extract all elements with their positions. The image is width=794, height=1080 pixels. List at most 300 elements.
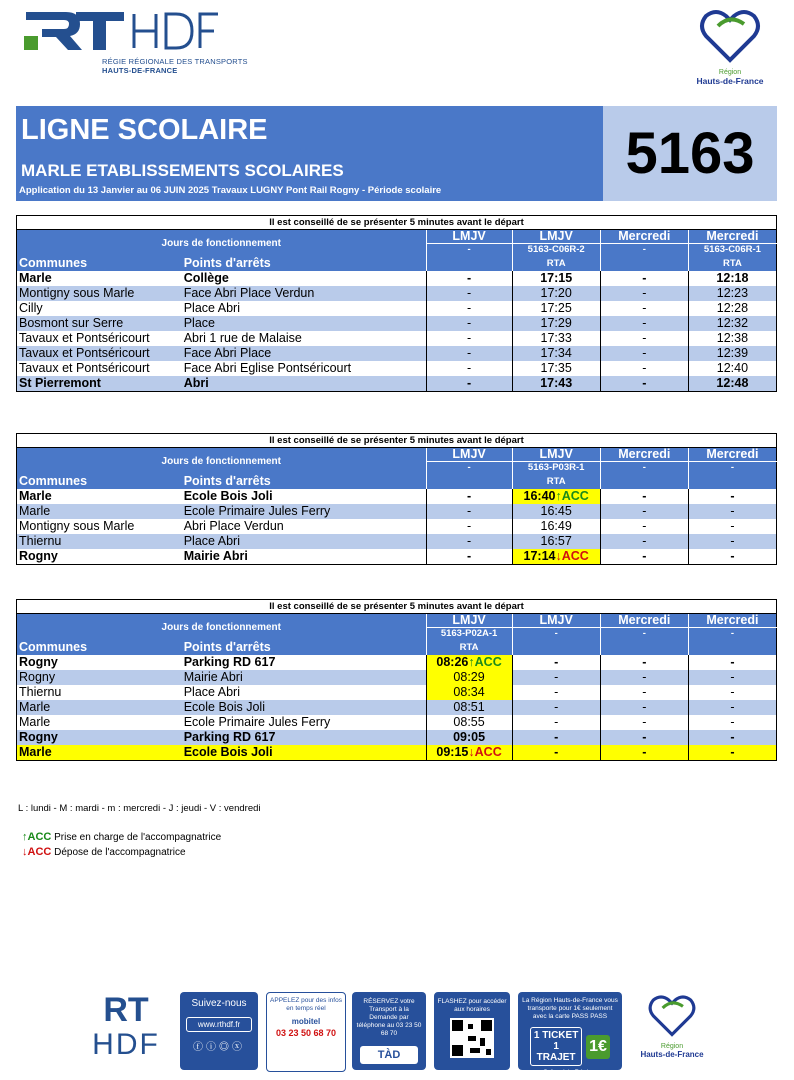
table-row [17,700,777,715]
time-value: 12:48 [716,376,749,390]
time-cell [512,271,600,286]
mobitel-phone[interactable]: 03 23 50 68 70 [275,1028,337,1038]
tad-brand: TÀD [360,1046,418,1064]
time-cell [688,376,776,392]
acc-dropoff-mark: ↓ACC [555,549,589,563]
time-cell [426,271,512,286]
commune-cell: Rogny [17,670,182,685]
time-value: - [730,700,735,714]
days-header-row [17,448,777,462]
service-days: LMJV [426,614,512,628]
time-cell [426,670,512,685]
stop-cell: Ecole Bois Joli [182,700,426,715]
operator-code [426,474,512,489]
time-cell [426,316,512,331]
region-line2: Hauts-de-France [696,76,764,86]
commune-cell: Marle [17,700,182,715]
table-row [17,316,777,331]
website-link[interactable]: www.rthdf.fr [186,1017,252,1032]
course-code: - [600,244,688,257]
time-cell [688,534,776,549]
time-value: 17:20 [540,286,572,300]
operator-code: RTA [512,474,600,489]
time-value: - [466,504,472,518]
time-cell [512,301,600,316]
time-cell [512,346,600,361]
stop-cell: Abri Place Verdun [183,519,284,533]
time-value: - [730,519,735,533]
instagram-icon[interactable]: ◎ [219,1042,232,1053]
commune-cell: Rogny [17,730,182,745]
acc-down-text: Dépose de l'accompagnatrice [54,847,186,858]
commune-cell: St Pierremont [17,376,182,392]
table-row [17,271,777,286]
commune-cell: Rogny [19,549,58,563]
qr-text: FLASHEZ pour accéder aux horaires [437,998,507,1013]
time-cell [426,715,512,730]
communes-header: Communes [17,640,182,655]
stop-cell: Abri [182,376,426,392]
operator-code [600,256,688,271]
course-code: 5163-P03R-1 [512,462,600,475]
time-cell [512,519,600,534]
time-value: - [642,549,647,563]
course-code: - [512,628,600,641]
time-value: 16:57 [540,534,572,548]
table-row [17,534,777,549]
days-legend: L : lundi - M : mardi - m : mercredi - J : jeudi - V : vendredi [18,803,261,814]
stop-cell: Parking RD 617 [182,730,426,745]
acc-legend [22,830,221,860]
operator-code [426,256,512,271]
line-type: LIGNE SCOLAIRE [21,114,268,146]
stop-cell: Face Abri Place [182,346,426,361]
time-cell [512,670,600,685]
time-cell [512,489,600,504]
time-value: - [642,700,647,714]
time-value: - [466,346,472,360]
footer-rthdf-logo [86,992,166,1070]
time-cell [688,519,776,534]
time-cell [512,685,600,700]
social-icons[interactable] [180,1038,258,1053]
line-period: Application du 13 Janvier au 06 JUIN 2025 Travaux LUGNY Pont Rail Rogny - Période scolaire [19,185,442,196]
region-logo [680,6,780,88]
time-value: - [642,331,647,345]
time-cell [512,655,600,670]
stop-cell: Place [182,316,426,331]
ticket-sub: Grâce à la Région, [542,1069,598,1076]
time-cell [688,286,776,301]
table-row [17,655,777,670]
time-value: - [554,700,559,714]
time-value: 12:38 [716,331,749,345]
table-row [17,331,777,346]
time-cell [688,730,776,745]
stops-header: Points d'arrêts [182,256,426,271]
time-value: - [642,286,647,300]
commune-cell: Montigny sous Marle [17,286,182,301]
stop-cell: Abri 1 rue de Malaise [183,331,302,345]
stop-cell: Parking RD 617 [183,655,276,669]
service-days: LMJV [426,448,512,462]
operator-code [512,640,600,655]
time-value: - [642,316,647,330]
ticket-panel [518,992,622,1076]
notice-row [17,600,777,614]
facebook-icon[interactable]: ⓕ [193,1042,206,1053]
time-cell [426,346,512,361]
days-label: Jours de fonctionnement [17,448,427,475]
time-cell [688,316,776,331]
time-cell [688,655,776,670]
time-value: - [642,376,647,390]
stop-cell: Ecole Bois Joli [183,489,273,503]
commune-cell: Marle [17,504,182,519]
time-cell [512,715,600,730]
acc-up-mark: ↑ACC [22,831,52,843]
time-value: - [642,504,647,518]
time-cell [600,271,688,286]
time-cell [426,286,512,301]
mobitel-panel [266,992,346,1072]
time-cell [426,376,512,392]
stops-header: Points d'arrêts [182,640,426,655]
time-cell [688,361,776,376]
time-cell [426,519,512,534]
time-cell [688,700,776,715]
commune-cell: Marle [19,271,52,285]
time-cell [688,504,776,519]
time-value: 08:26 [436,655,469,669]
linkedin-icon[interactable]: ⓘ [206,1042,219,1053]
time-cell [600,316,688,331]
time-cell [426,655,512,670]
time-cell [426,549,512,565]
time-cell [426,301,512,316]
table-row [17,745,777,761]
service-days: LMJV [512,448,600,462]
footer-region-heart-icon [647,992,697,1038]
time-value: - [466,286,472,300]
time-value: - [466,271,472,285]
course-code: - [426,244,512,257]
time-cell [426,504,512,519]
commune-cell: Marle [19,489,52,503]
service-days: LMJV [426,230,512,244]
course-code: - [688,462,776,475]
time-value: - [466,534,472,548]
course-code: - [600,462,688,475]
time-value: - [642,534,647,548]
time-value: 17:33 [540,331,572,345]
time-value: 17:14 [523,549,556,563]
time-value: 12:32 [716,316,749,330]
follow-us-panel [180,992,258,1070]
stop-cell: Ecole Primaire Jules Ferry [183,715,331,729]
days-label: Jours de fonctionnement [17,230,427,257]
time-cell [600,519,688,534]
time-cell [600,655,688,670]
column-header-row [17,256,777,271]
time-cell [688,685,776,700]
stop-cell: Collège [183,271,229,285]
table-row [17,730,777,745]
time-cell [426,745,512,761]
ticket-text: La Région Hauts-de-France vous transporte pour 1€ seulement avec la carte PASS PASS [522,997,618,1020]
service-days: Mercredi [600,230,688,244]
days-header-row [17,614,777,628]
time-value: 08:29 [453,670,485,684]
stops-header: Points d'arrêts [182,474,426,489]
time-cell [688,670,776,685]
stop-cell: Mairie Abri [183,549,248,563]
time-value: - [730,730,735,744]
time-value: 08:51 [453,700,485,714]
time-cell [600,549,688,565]
time-value: 17:43 [540,376,573,390]
operator-code [688,640,776,655]
acc-up-text: Prise en charge de l'accompagnatrice [54,832,222,843]
qr-panel [434,992,510,1070]
mobitel-text: APPELEZ pour des infos en temps réel [270,997,342,1012]
days-label: Jours de fonctionnement [17,614,427,641]
table-row [17,489,777,504]
time-value: - [466,301,472,315]
time-value: 08:34 [453,685,485,699]
table-row [17,346,777,361]
operator-code [600,640,688,655]
mobitel-brand: mobitel [291,1017,321,1026]
time-cell [512,331,600,346]
time-cell [600,301,688,316]
course-code: - [600,628,688,641]
banner-title-block [16,106,603,201]
notice-row [17,434,777,448]
time-value: - [730,504,735,518]
time-value: - [554,670,559,684]
time-value: - [554,715,559,729]
time-value: 12:28 [716,301,749,315]
column-header-row [17,474,777,489]
departure-notice: Il est conseillé de se présenter 5 minutes avant le départ [17,216,777,230]
acc-pickup-mark: ↑ACC [555,489,589,503]
time-cell [600,361,688,376]
time-cell [426,489,512,504]
time-cell [600,715,688,730]
region-heart-icon [698,6,762,64]
time-cell [600,745,688,761]
time-value: 17:15 [540,271,573,285]
time-value: 12:18 [716,271,749,285]
course-code: 5163-C06R-2 [512,244,600,257]
time-value: 12:40 [716,361,749,375]
stop-cell: Face Abri Eglise Pontséricourt [183,361,352,375]
notice-row [17,216,777,230]
acc-down-mark: ↓ACC [22,846,52,858]
time-value: - [730,655,735,669]
time-cell [512,745,600,761]
time-cell [688,271,776,286]
time-value: 12:23 [716,286,749,300]
time-value: - [554,685,559,699]
time-value: 12:39 [716,346,749,360]
time-value: - [642,489,647,503]
table-row [17,715,777,730]
stop-cell: Place Abri [182,534,426,549]
time-value: 16:49 [540,519,572,533]
time-cell [688,489,776,504]
time-value: - [466,316,472,330]
rthdf-logo-mark [22,6,222,52]
table-row [17,549,777,565]
time-cell [426,534,512,549]
time-cell [512,361,600,376]
follow-title: Suivez-nous [191,998,247,1009]
time-cell [426,685,512,700]
commune-cell: Thiernu [17,534,182,549]
line-name: MARLE ETABLISSEMENTS SCOLAIRES [21,161,344,180]
commune-cell: Tavaux et Pontséricourt [19,331,150,345]
tad-text: RÉSERVEZ votre Transport à la Demande par téléphone au 03 23 50 68 70 [356,998,422,1037]
table-row [17,361,777,376]
time-value: - [554,655,559,669]
table-row [17,286,777,301]
commune-cell: Cilly [19,301,43,315]
service-days: LMJV [512,614,600,628]
stop-cell: Mairie Abri [182,670,426,685]
time-value: - [642,271,647,285]
time-value: - [642,361,647,375]
time-value: 08:55 [453,715,485,729]
time-value: - [642,745,647,759]
qr-code-icon[interactable] [450,1018,494,1058]
service-days: Mercredi [600,614,688,628]
time-cell [426,361,512,376]
table3-timetable [16,599,777,761]
time-value: - [642,655,647,669]
time-value: - [730,745,735,759]
time-cell [600,346,688,361]
x-icon[interactable]: ⓧ [232,1042,245,1053]
commune-cell: Rogny [19,655,58,669]
time-value: - [466,549,472,563]
operator-code: RTA [688,256,776,271]
time-value: 17:34 [540,346,572,360]
time-cell [688,301,776,316]
time-cell [600,670,688,685]
service-days: Mercredi [600,448,688,462]
service-days: LMJV [512,230,600,244]
time-value: 17:29 [540,316,572,330]
ticket-main: 1 TICKET 1 TRAJET [530,1027,582,1066]
time-value: - [730,534,735,548]
departure-notice: Il est conseillé de se présenter 5 minutes avant le départ [17,600,777,614]
time-value: - [642,730,647,744]
commune-cell: Bosmont sur Serre [17,316,182,331]
time-value: - [642,519,647,533]
time-value: 17:35 [540,361,572,375]
time-cell [512,376,600,392]
time-value: 17:25 [540,301,572,315]
time-cell [426,730,512,745]
acc-up-legend [22,830,221,845]
time-cell [512,286,600,301]
time-value: 16:45 [540,504,572,518]
tad-panel [352,992,426,1070]
time-cell [512,316,600,331]
course-code: - [426,462,512,475]
ticket-price: 1€ [586,1035,610,1059]
column-header-row [17,640,777,655]
time-cell [600,685,688,700]
time-value: - [730,670,735,684]
operator-code: RTA [512,256,600,271]
operator-code [600,474,688,489]
time-value: - [730,549,735,563]
time-value: - [554,745,559,759]
time-cell [426,700,512,715]
time-value: - [466,519,472,533]
time-cell [512,549,600,565]
communes-header: Communes [17,256,182,271]
stop-cell: Face Abri Place Verdun [182,286,426,301]
time-cell [688,745,776,761]
time-value: 09:05 [453,730,486,744]
course-code: 5163-C06R-1 [688,244,776,257]
footer-hdf: HDF [92,1028,160,1061]
footer-region-line2: Hauts-de-France [640,1050,704,1059]
commune-cell: Tavaux et Pontséricourt [19,361,150,375]
table-row [17,504,777,519]
commune-cell: Marle [19,715,51,729]
course-code: - [688,628,776,641]
stop-cell: Place Abri [183,685,240,699]
operator-code: RTA [426,640,512,655]
time-value: 09:15 [436,745,469,759]
stop-cell: Place Abri [183,301,240,315]
time-value: - [642,670,647,684]
time-cell [426,331,512,346]
acc-down-legend [22,845,221,860]
time-value: - [642,715,647,729]
time-cell [688,715,776,730]
time-cell [600,376,688,392]
table1-timetable [16,215,777,392]
table-row [17,519,777,534]
time-cell [600,730,688,745]
time-cell [600,504,688,519]
table2-timetable [16,433,777,565]
table-row [17,685,777,700]
time-value: - [642,346,647,360]
footer-region-logo [632,992,712,1070]
region-line1: Région [718,69,742,76]
acc-pickup-mark: ↑ACC [468,655,502,669]
commune-cell: Tavaux et Pontséricourt [17,346,182,361]
time-cell [512,504,600,519]
service-days: Mercredi [688,614,776,628]
time-cell [512,700,600,715]
acc-dropoff-mark: ↓ACC [468,745,502,759]
time-value: - [466,361,472,375]
footer-rt: RT [103,991,149,1029]
time-value: - [466,489,472,503]
operator-code [688,474,776,489]
time-cell [600,489,688,504]
communes-header: Communes [17,474,182,489]
stop-cell: Ecole Bois Joli [182,745,426,761]
